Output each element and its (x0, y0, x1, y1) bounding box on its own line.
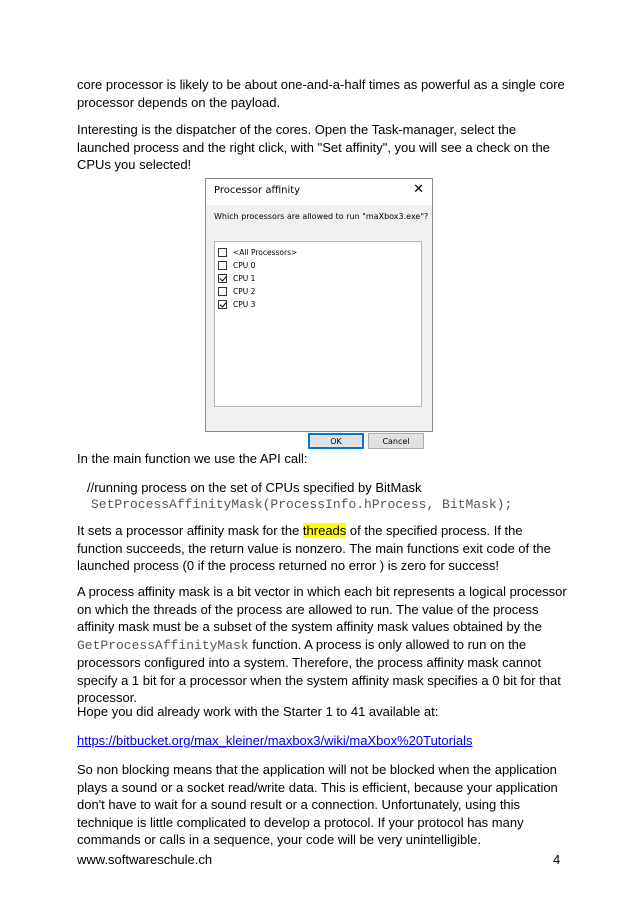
dispatcher-line: launched process and the right click, with "Set affinity", you will see a check on the (77, 139, 550, 155)
mask-line: processor. (77, 690, 137, 705)
tutorials-link[interactable]: https://bitbucket.org/max_kleiner/maxbox3/wiki/maXbox%20Tutorials (77, 733, 473, 748)
processor-list-item[interactable] (218, 285, 255, 297)
intro-line: core processor is likely to be about one-and-a-half times as powerful as a single core (77, 77, 565, 92)
processor-label: CPU 2 (233, 286, 256, 296)
processor-label: CPU 0 (233, 260, 256, 270)
sets-line: function succeeds, the return value is nonzero. The main functions exit code of the (77, 540, 551, 556)
sets-text: It sets a processor affinity mask for the (77, 523, 303, 538)
ok-button[interactable]: OK (308, 433, 364, 449)
processor-label: CPU 1 (233, 273, 256, 283)
processor-list-item[interactable] (218, 259, 255, 271)
dispatcher-line: CPUs you selected! (77, 157, 192, 172)
api-code: SetProcessAffinityMask(ProcessInfo.hProcess, BitMask); (91, 497, 513, 512)
processor-list-item[interactable] (218, 272, 255, 284)
dispatcher-line: Interesting is the dispatcher of the cores. Open the Task-manager, select the (77, 122, 517, 137)
processor-checkbox[interactable] (218, 274, 227, 283)
nonblocking-line: technique is little complicated to develop a protocol. If your protocol has many (77, 814, 524, 830)
dispatcher-paragraph (77, 121, 577, 174)
sets-line (77, 522, 577, 540)
nonblocking-line: don't have to wait for a sound result or a connection. Unfortunately, using this (77, 797, 521, 812)
api-comment: //running process on the set of CPUs specified by BitMask (87, 480, 422, 495)
highlighted-word: threads (302, 523, 347, 538)
mask-line: processors configured into a system. Therefore, the process affinity mask cannot (77, 655, 542, 670)
processor-list-item[interactable] (218, 298, 255, 310)
processor-checkbox[interactable] (218, 287, 227, 296)
mask-line: affinity mask must be a subset of the system affinity mask values obtained by the (77, 619, 542, 634)
starter-text: Hope you did already work with the Starter 1 to 41 available at: (77, 704, 439, 719)
sets-line: launched process (0 if the process returned no error ) is zero for success! (77, 558, 499, 573)
sets-paragraph (77, 522, 577, 575)
nonblocking-line: plays a sound or a socket read/write data. This is efficient, because your application (77, 779, 558, 795)
inline-code: GetProcessAffinityMask (77, 637, 249, 653)
close-icon[interactable]: ✕ (413, 182, 424, 197)
mask-line: on which the threads of the process are allowed to run. The value of the process (77, 601, 539, 617)
dialog-body (206, 205, 432, 446)
intro-line: processor depends on the payload. (77, 94, 281, 110)
link-line (77, 732, 577, 750)
mask-line: specify a 1 bit for a processor when the system affinity mask specifies a 0 bit for that (77, 672, 561, 688)
nonblocking-paragraph (77, 761, 577, 849)
api-intro: In the main function we use the API call: (77, 451, 308, 466)
intro-paragraph (77, 76, 577, 111)
mask-paragraph (77, 583, 577, 707)
mask-line: A process affinity mask is a bit vector in which each bit represents a logical processor (77, 584, 567, 599)
processor-listbox[interactable] (214, 241, 422, 407)
footer-site: www.softwareschule.ch (77, 852, 213, 867)
processor-label: <All Processors> (233, 247, 298, 257)
processor-list-item[interactable] (218, 246, 297, 258)
page-number: 4 (553, 852, 561, 867)
processor-affinity-dialog (205, 178, 433, 446)
sets-text: of the specified process. If the (346, 523, 523, 538)
processor-checkbox[interactable] (218, 248, 227, 257)
nonblocking-line: commands or calls in a sequence, your code will be very unintelligible. (77, 832, 481, 847)
cancel-button[interactable]: Cancel (368, 433, 424, 449)
nonblocking-line: So non blocking means that the application will not be blocked when the application (77, 762, 557, 777)
processor-checkbox[interactable] (218, 300, 227, 309)
mask-line (77, 636, 577, 655)
dialog-title: Processor affinity (214, 185, 301, 196)
processor-label: CPU 3 (233, 299, 256, 309)
dialog-question: Which processors are allowed to run "maXbox3.exe"? (214, 212, 429, 221)
processor-checkbox[interactable] (218, 261, 227, 270)
mask-text: function. A process is only allowed to run on the (248, 636, 527, 652)
